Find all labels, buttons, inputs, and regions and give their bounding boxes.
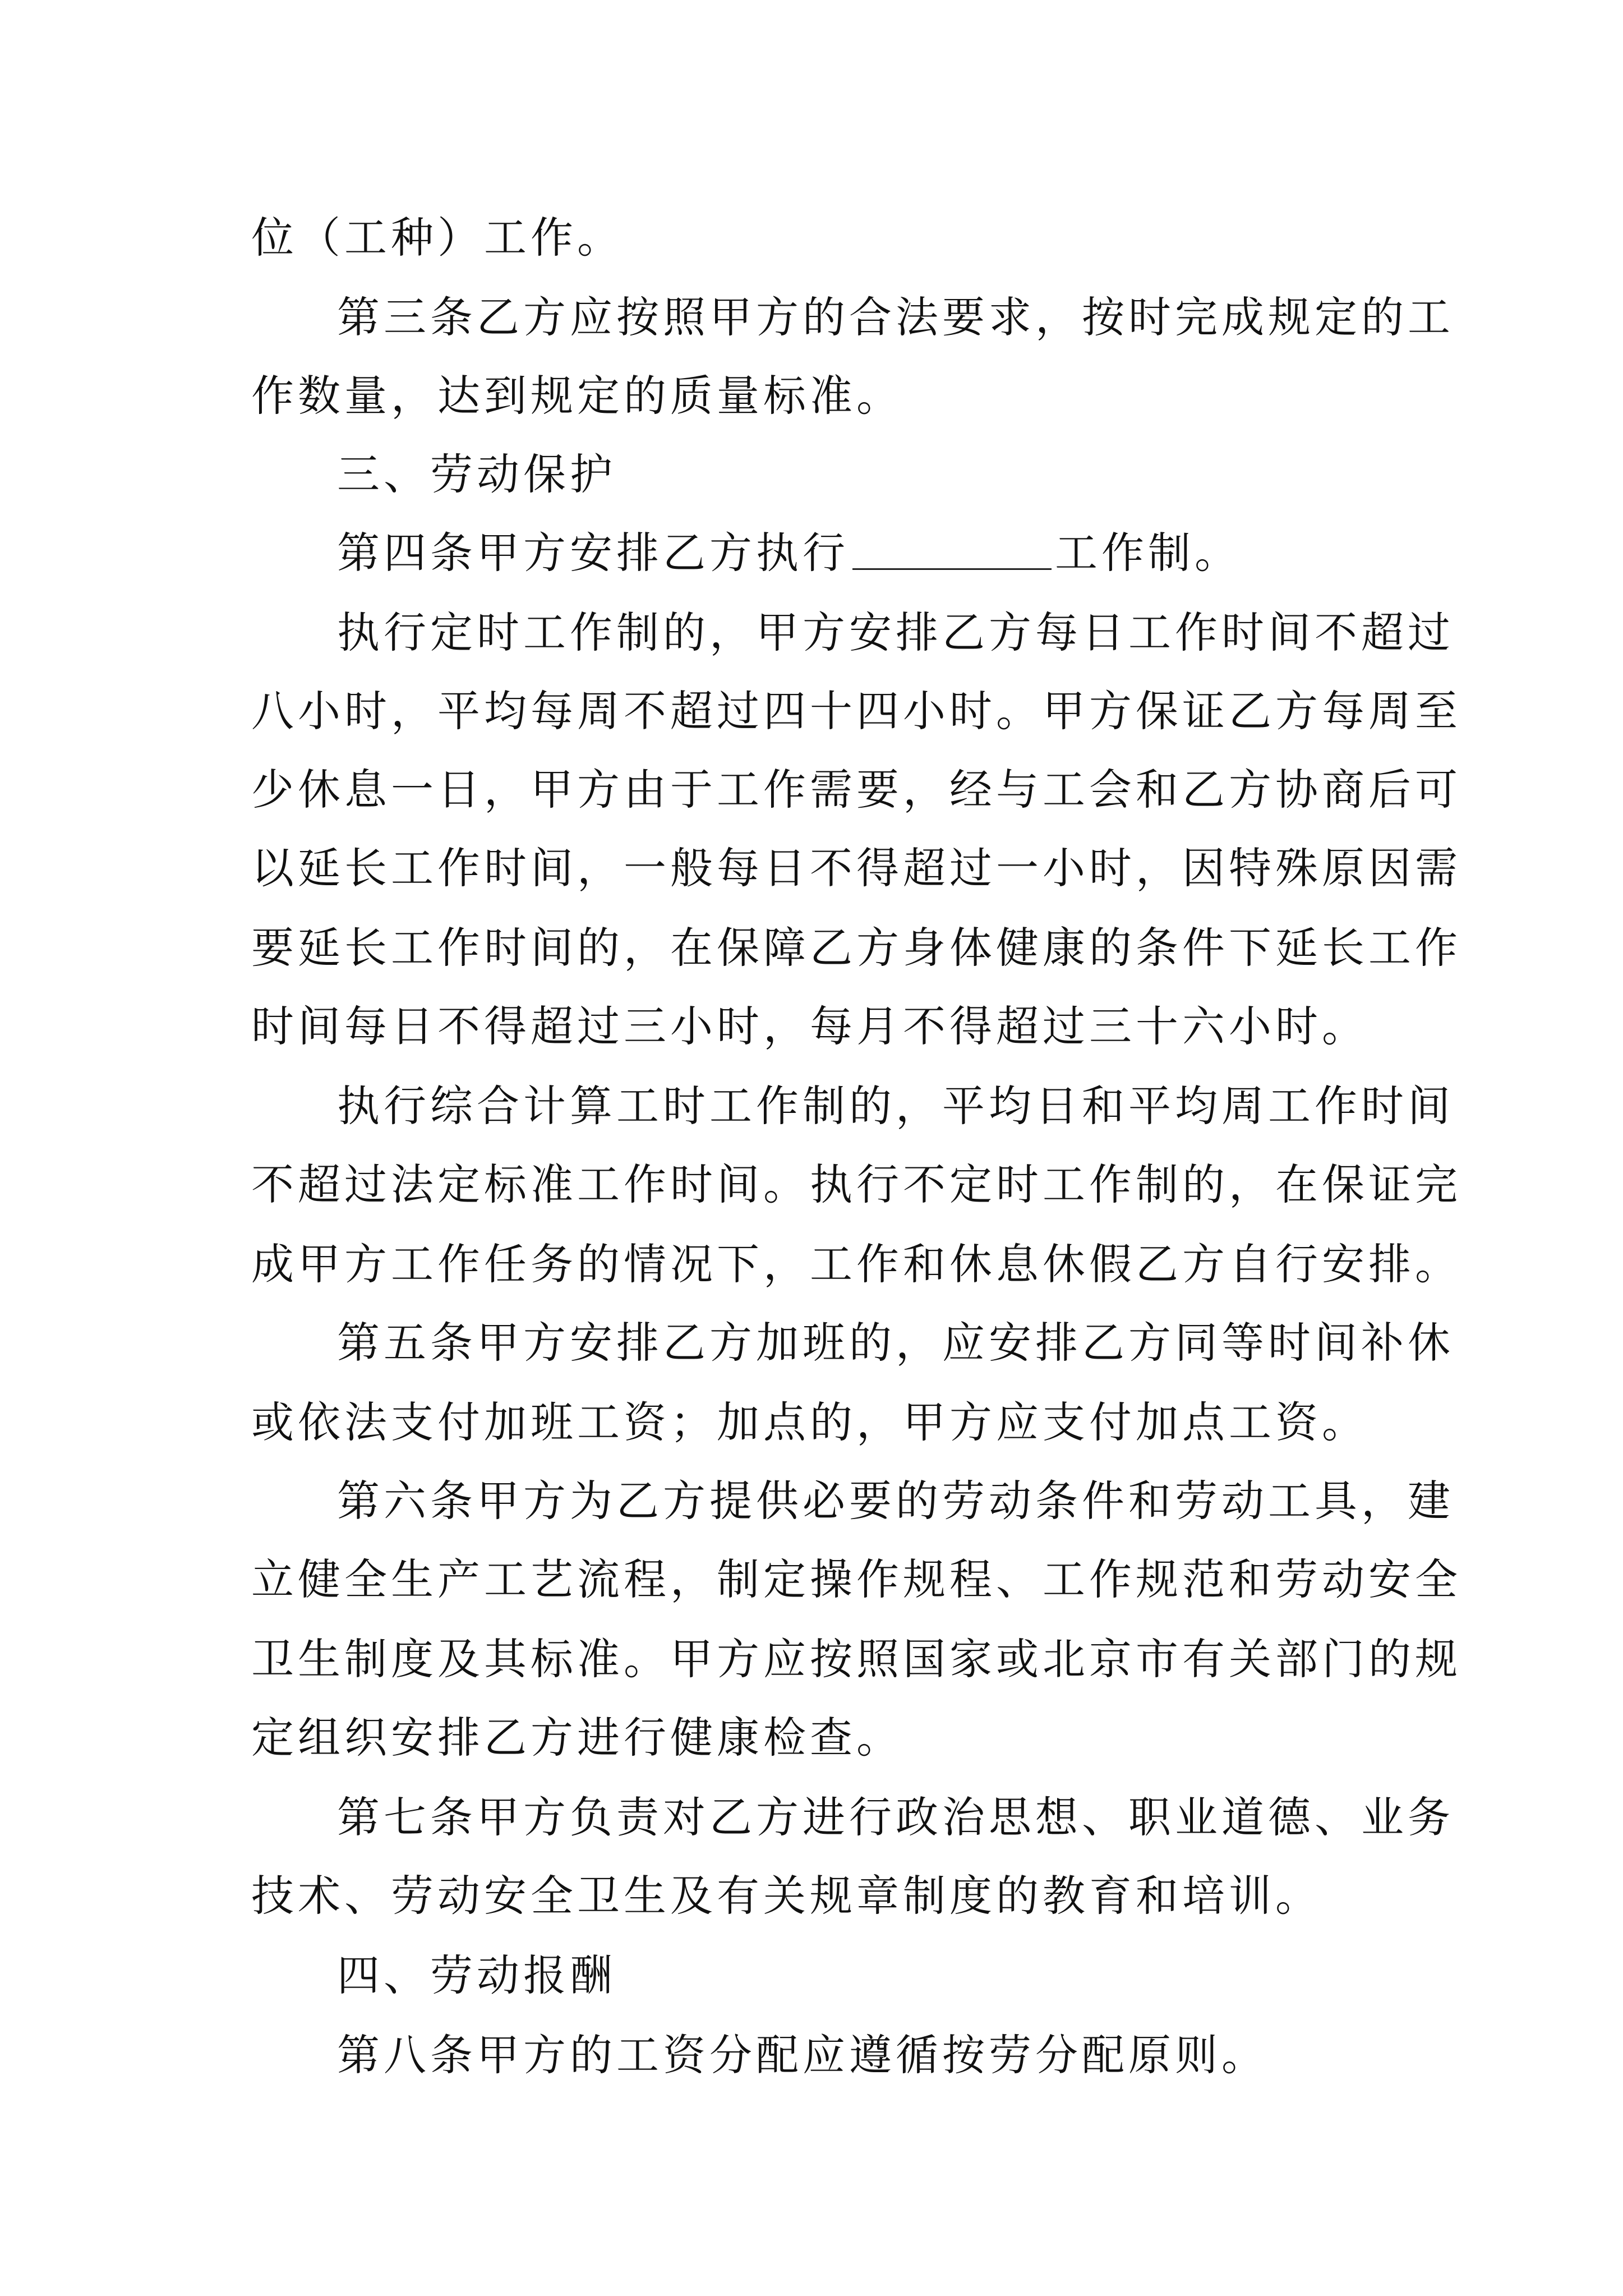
article-text: 第四条甲方安排乙方执行 [337, 528, 849, 578]
text-line: 八小时，平均每周不超过四十四小时。甲方保证乙方每周至 [251, 686, 1461, 736]
text-line: 第八条甲方的工资分配应遵循按劳分配原则。 [337, 2030, 1268, 2080]
text-line: 以延长工作时间，一般每日不得超过一小时，因特殊原因需 [251, 843, 1461, 893]
text-line: 第七条甲方负责对乙方进行政治思想、职业道德、业务 [337, 1792, 1454, 1842]
text-line: 不超过法定标准工作时间。执行不定时工作制的，在保证完 [251, 1159, 1461, 1209]
text-line: 第六条甲方为乙方提供必要的劳动条件和劳动工具，建 [337, 1476, 1454, 1526]
text-line: 立健全生产工艺流程，制定操作规程、工作规范和劳动安全 [251, 1554, 1461, 1604]
text-line: 成甲方工作任务的情况下，工作和休息休假乙方自行安排。 [251, 1239, 1461, 1289]
text-line: 少休息一日，甲方由于工作需要，经与工会和乙方协商后可 [251, 765, 1461, 815]
text-line: 技术、劳动安全卫生及有关规章制度的教育和培训。 [251, 1871, 1322, 1921]
text-line [0, 514, 1623, 592]
text-line: 第三条乙方应按照甲方的合法要求，按时完成规定的工 [337, 292, 1454, 342]
text-line: 定组织安排乙方进行健康检查。 [251, 1713, 903, 1763]
text-line: 执行综合计算工时工作制的，平均日和平均周工作时间 [337, 1081, 1454, 1131]
text-line: 执行定时工作制的，甲方安排乙方每日工作时间不超过 [337, 608, 1454, 657]
text-line: 位（工种）工作。 [251, 213, 624, 263]
article-text: 工作制。 [1055, 528, 1241, 578]
section-heading: 三、劳动保护 [337, 449, 616, 499]
text-line: 或依法支付加班工资；加点的，甲方应支付加点工资。 [251, 1397, 1368, 1447]
text-line: 第五条甲方安排乙方加班的，应安排乙方同等时间补休 [337, 1318, 1454, 1368]
text-line: 作数量，达到规定的质量标准。 [251, 371, 903, 421]
text-line: 时间每日不得超过三小时，每月不得超过三十六小时。 [251, 1001, 1368, 1051]
text-line: 卫生制度及其标准。甲方应按照国家或北京市有关部门的规 [251, 1634, 1461, 1684]
section-heading: 四、劳动报酬 [337, 1950, 616, 2000]
fill-in-blank[interactable] [852, 568, 1052, 570]
text-line: 要延长工作时间的，在保障乙方身体健康的条件下延长工作 [251, 923, 1461, 973]
